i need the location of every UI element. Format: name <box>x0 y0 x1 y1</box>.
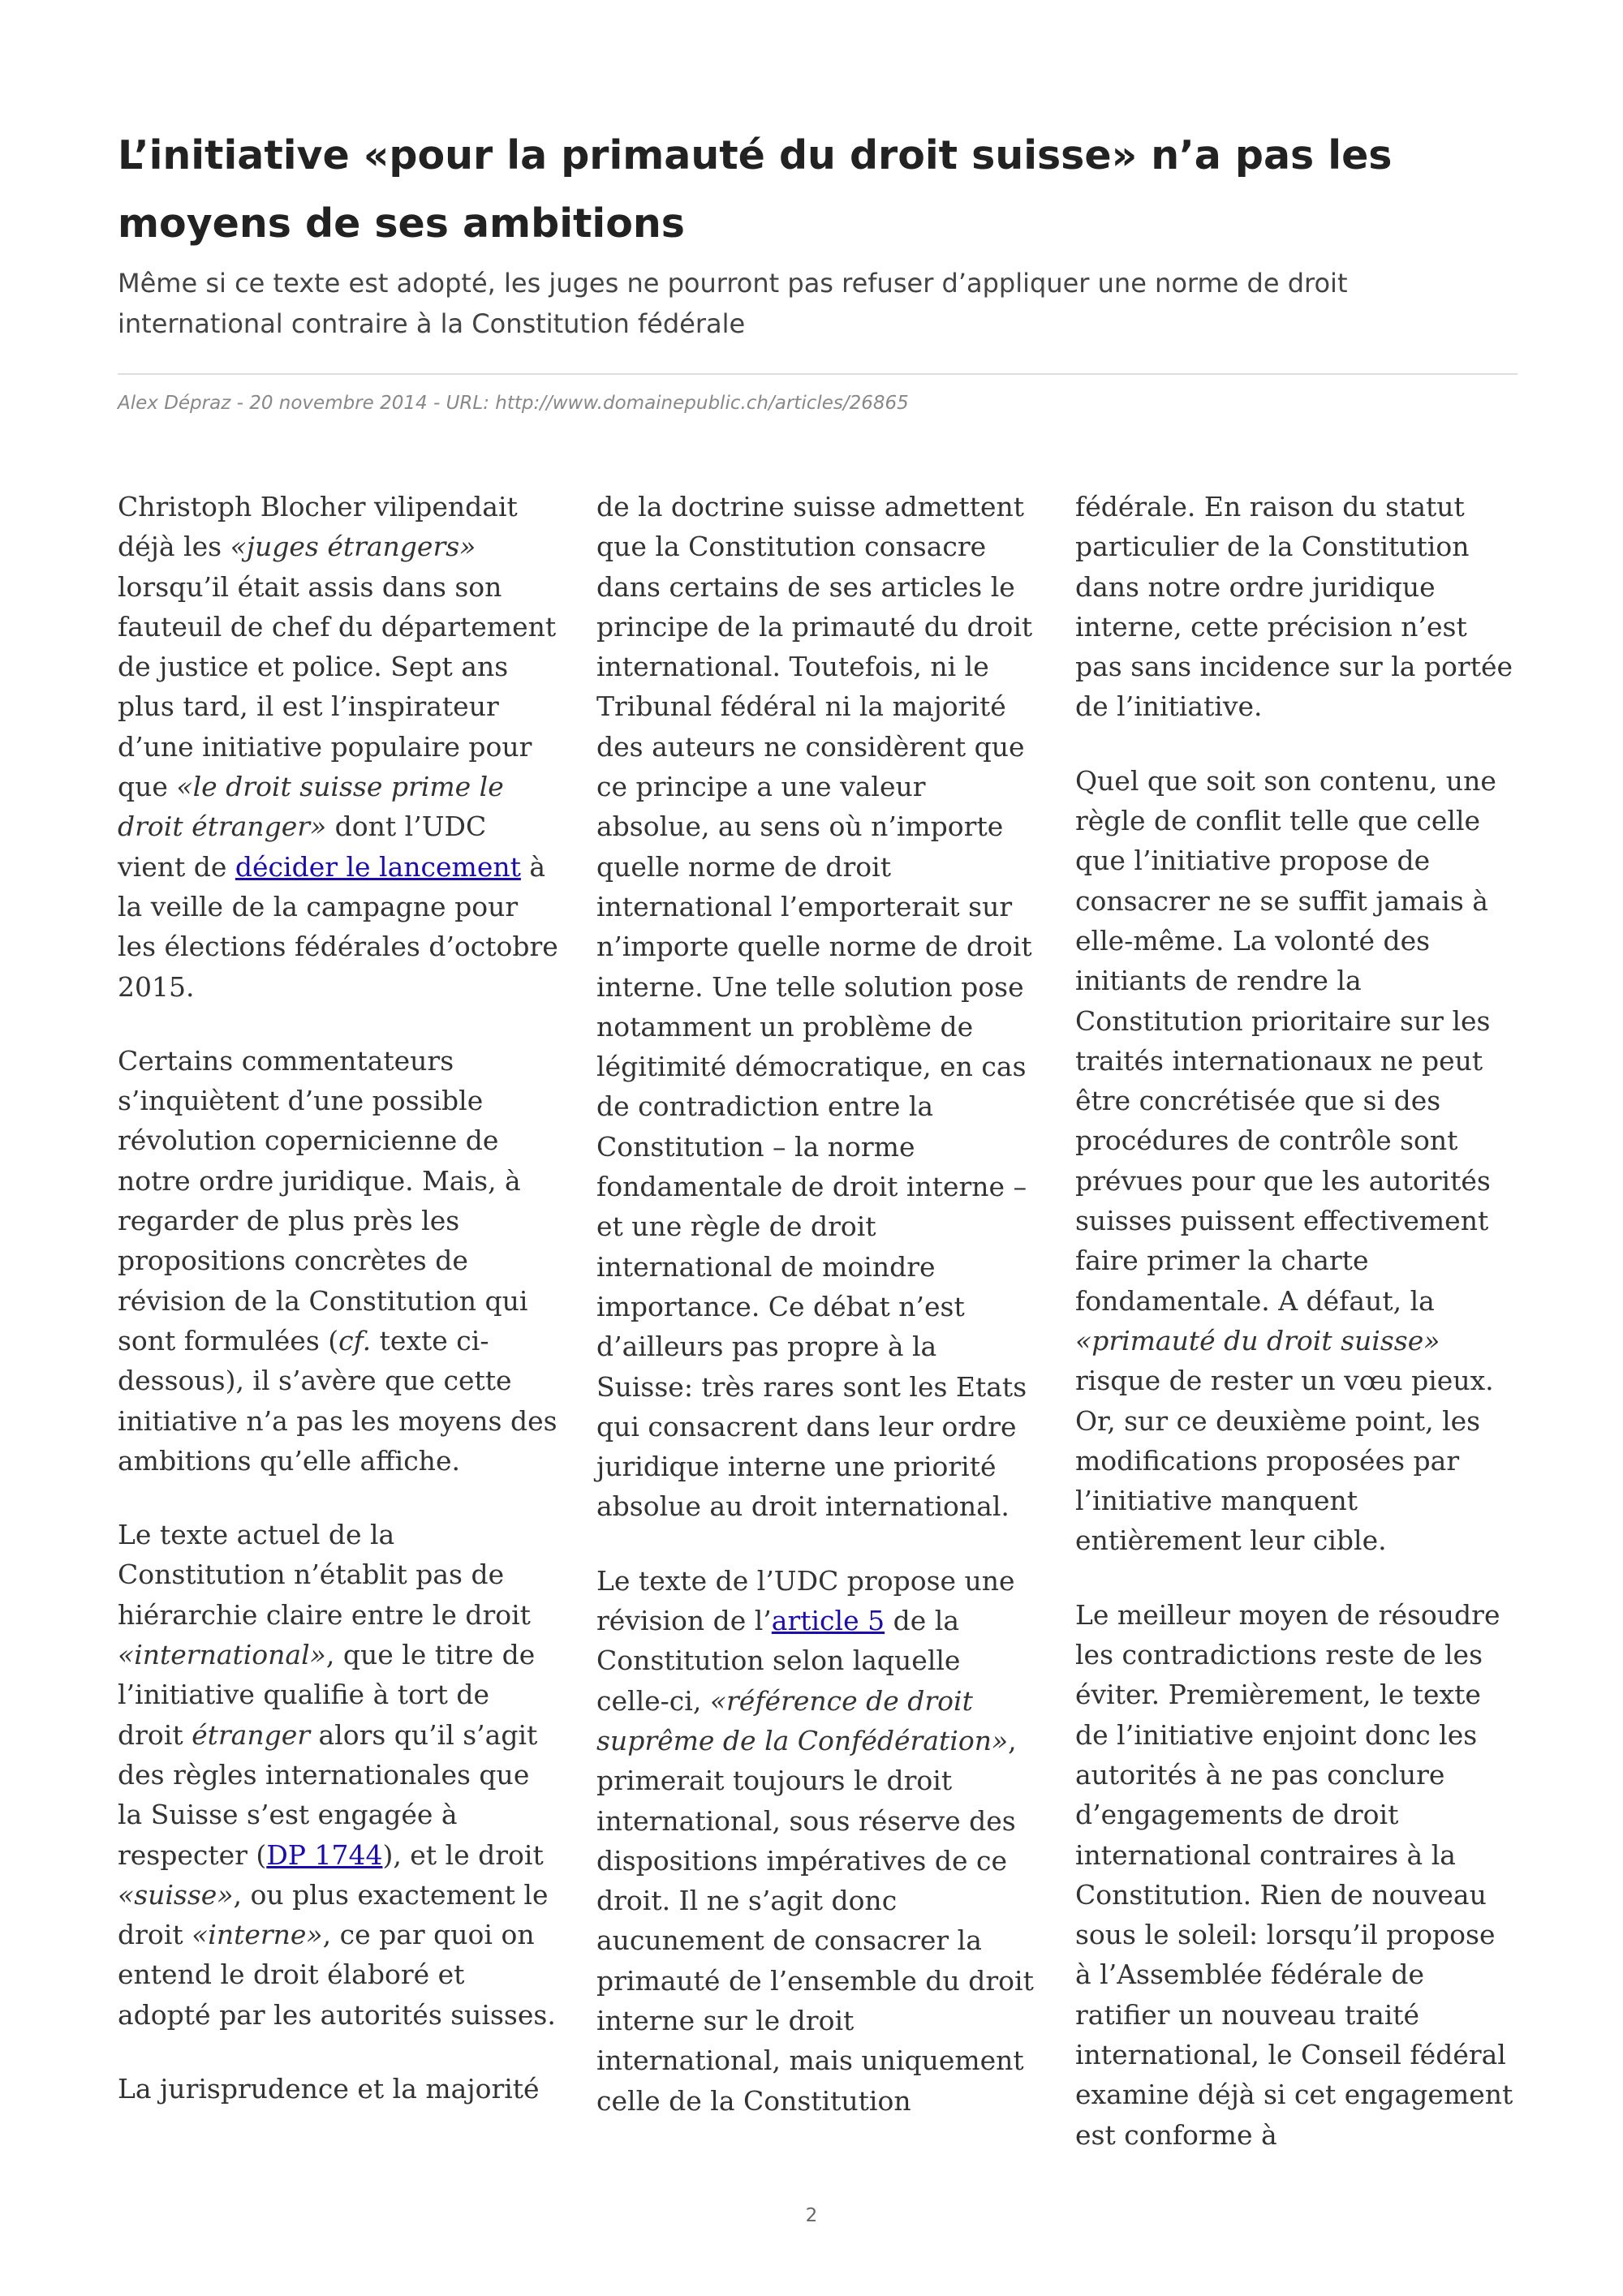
text-run: , ce par quoi on entend le droit élaboré et adopté par les autorités suisses. <box>118 1919 556 2031</box>
text-run: , ou plus exactement le droit <box>118 1878 549 1951</box>
emphasis-international: «international» <box>118 1639 326 1671</box>
text-run: La jurisprudence et la majorité <box>118 2072 540 2105</box>
header-divider <box>118 373 1518 375</box>
column-2 <box>596 487 1039 2155</box>
text-run: ), et le droit <box>382 1838 544 1871</box>
text-run: Le meilleur moyen de résoudre les contradictions reste de les éviter. Premièrement, le texte de l’initiative enjoint donc les autorités à ne pas conclure d’engagements de droit international contraires à la Constitution. Rien de nouveau sous le soleil: lorsqu’il propose à l’Assemblée fédérale de ratifier un nouveau traité international, le Conseil fédéral examine déjà si cet engagement est conforme à <box>1075 1598 1513 2151</box>
text-run: de la doctrine suisse admettent que la Constitution consacre dans certains de ses articles le principe de la primauté du droit international. Toutefois, ni le Tribunal fédéral ni la majorité des auteurs ne considèrent que ce principe a une valeur absolue, au sens où n’importe quelle norme de droit international l’emporterait sur n’importe quelle norme de droit interne. Une telle solution pose notamment un problème de légitimité démocratique, en cas de contradiction entre la Constitution – la norme fondamentale de droit interne – et une règle de droit international de moindre importance. Ce débat n’est d’ailleurs pas propre à la Suisse: très rares sont les Etats qui consacrent dans leur ordre juridique interne une priorité absolue au droit international. <box>596 491 1033 1523</box>
article-subtitle: Même si ce texte est adopté, les juges ne pourront pas refuser d’appliquer une norme de droit international contraire à la Constitution fédérale <box>118 268 1348 339</box>
article-body <box>118 487 1518 2155</box>
text-run: à la veille de la campagne pour les élections fédérales d’octobre 2015. <box>118 850 558 1003</box>
text-run: , primerait toujours le droit international, sous réserve des dispositions impératives de ce droit. Il ne s’agit donc aucunement de consacrer la primauté de l’ensemble du droit interne sur le droit international, mais uniquement celle de la Constitution <box>596 1724 1034 2117</box>
text-run: Le texte actuel de la Constitution n’établit pas de hiérarchie claire entre le droit <box>118 1519 531 1631</box>
paragraph <box>1075 761 1518 1561</box>
quote-primaute-droit-suisse: «primauté du droit suisse» <box>1075 1324 1440 1357</box>
article-meta: Alex Dépraz - 20 novembre 2014 - URL: http://www.domainepublic.ch/articles/26865 <box>118 393 909 414</box>
emphasis-cf: cf. <box>338 1324 372 1357</box>
column-1 <box>118 487 560 2155</box>
text-run: fédérale. En raison du statut particulier de la Constitution dans notre ordre juridique interne, cette précision n’est pas sans incidence sur la portée de l’initiative. <box>1075 491 1513 723</box>
quote-droit-suisse: «le droit suisse prime le droit étranger» <box>118 771 504 843</box>
column-3 <box>1075 487 1518 2155</box>
quote-juges-etrangers: «juges étrangers» <box>230 531 476 563</box>
paragraph <box>596 1561 1039 2121</box>
paragraph <box>1075 487 1518 727</box>
link-dp-1744[interactable]: DP 1744 <box>266 1838 383 1871</box>
quote-reference-droit-supreme: «référence de droit suprême de la Confédération» <box>596 1684 1009 1756</box>
link-article-5[interactable]: article 5 <box>771 1605 885 1637</box>
text-run: Christoph Blocher vilipendait déjà les <box>118 491 518 563</box>
paragraph <box>1075 1595 1518 2155</box>
article-page <box>118 122 1518 2151</box>
page-number: 2 <box>805 2205 818 2226</box>
emphasis-suisse: «suisse» <box>118 1878 234 1911</box>
text-run: Quel que soit son contenu, une règle de conflit telle que celle que l’initiative propose de consacrer ne se suffit jamais à elle-même. La volonté des initiants de rendre la Constitution prioritaire sur les traités internationaux ne peut être concrétisée que si des procédures de contrôle sont prévues pour que les autorités suisses puissent effectivement faire primer la charte fondamentale. A défaut, la <box>1075 764 1496 1317</box>
paragraph <box>118 2069 560 2109</box>
emphasis-etranger: étranger <box>192 1718 310 1751</box>
link-decider-lancement[interactable]: décider le lancement <box>235 850 521 883</box>
text-run: alors qu’il s’agit des règles internationales que la Suisse s’est engagée à respecter ( <box>118 1718 538 1871</box>
paragraph <box>596 487 1039 1527</box>
paragraph <box>118 1041 560 1481</box>
text-run: de la Constitution selon laquelle celle-ci, <box>596 1605 961 1717</box>
paragraph <box>118 1515 560 2035</box>
text-run: , que le titre de l’initiative qualifie à tort de droit <box>118 1639 536 1751</box>
text-run: lorsqu’il était assis dans son fauteuil de chef du département de justice et police. Sept ans plus tard, il est l’inspirateur d’une initiative populaire pour que <box>118 570 557 803</box>
article-title: L’initiative «pour la primauté du droit suisse» n’a pas les moyens de ses ambitions <box>118 132 1393 247</box>
text-run: texte ci-dessous), il s’avère que cette initiative n’a pas les moyens des ambitions qu’elle affiche. <box>118 1324 558 1477</box>
text-run: Certains commentateurs s’inquiètent d’une possible révolution copernicienne de notre ordre juridique. Mais, à regarder de plus près les propositions concrètes de révision de la Constitution qui sont formulées ( <box>118 1044 528 1357</box>
text-run: dont l’UDC vient de <box>118 810 487 883</box>
text-run: risque de rester un vœu pieux. Or, sur ce deuxième point, les modifications proposées par l’initiative manquent entièrement leur cible. <box>1075 1365 1494 1557</box>
text-run: Le texte de l’UDC propose une révision de l’ <box>596 1564 1015 1637</box>
emphasis-interne: «interne» <box>192 1919 323 1951</box>
paragraph <box>118 487 560 1007</box>
